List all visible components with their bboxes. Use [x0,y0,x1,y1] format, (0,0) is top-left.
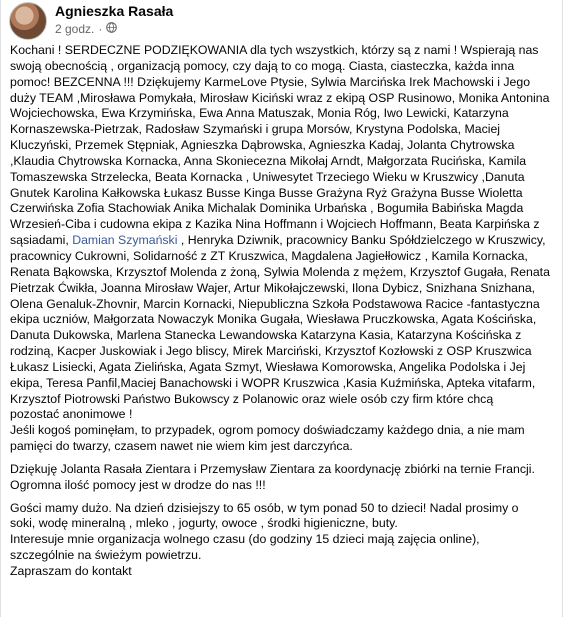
text-line: szczególnie na świeżym powietrzu. [10,548,202,563]
paragraph-gap [10,455,555,462]
post-body [10,43,555,580]
text-line: Jeśli kogoś pominęłam, to przypadek, ogrom pomocy doświadczamy każdego dnia, a nie mam [10,423,525,438]
text-line: Olena Genaluk-Zhovnir, Marcin Kornacki, Niepubliczna Szkoła Podstawowa Racice -fantastyczna [10,296,540,311]
text-fragment: sąsiadami, [10,233,73,248]
text-line: pozostać anonimowe ! [10,407,133,422]
text-line: Ogromna ilość pomocy jest w drodze do nas !!! [10,477,266,492]
text-line-with-mention [10,233,555,249]
mention-link[interactable]: Damian Szymański [72,233,178,248]
text-line: Wojciechowska, Ewa Krzymińska, Ewa Anna Matuszak, Monia Róg, Iwo Lewicki, Katarzyna [10,106,509,121]
text-line: soki, wodę mineralną , mleko , jogurty, owoce , środki higieniczne, buty. [10,516,398,531]
text-line: Renata Bąkowska, Krzysztof Molenda z żoną, Sylwia Molenda z mężem, Krzysztof Gugała, Renata [10,264,550,279]
text-line: Łukasz Lisiecki, Agata Zielińska, Agata Szmyt, Wiesława Komorowska, Angelika Podolska i Jej [10,359,526,374]
separator-dot: · [98,22,103,36]
post-subline [55,21,173,37]
text-line: Gości mamy dużo. Na dzień dzisiejszy to 65 osób, w tym ponad 50 to dzieci! Nadal prosimy o [10,500,519,515]
paragraph-gap [10,494,555,501]
text-line: ekipa uczniów, Małgorzata Nowaczyk Monika Gugała, Wiesława Pruczkowska, Agata Kościńska, [10,312,537,327]
post-time[interactable]: 2 godz. [55,22,95,36]
text-line: Kluczyński, Przemek Stępniak, Agnieszka Dąbrowska, Agnieszka Kadaj, Jolanta Chytrowska [10,138,515,153]
text-line: ekipa, Teresa Panfil,Maciej Banachowski i WOPR Kruszwica ,Kasia Kuźmińska, Apteka vitafarm, [10,375,536,390]
text-line: Gnutek Karolina Kałkowska Łukasz Busse Kinga Busse Grażyna Ryż Grażyna Busse Wioletta [10,185,523,200]
text-line: pracownicy Cukrowni, Solidarność z ZT Kruszwica, Magdalena Jagiełłowicz , Kamila Kornacka, [10,248,528,263]
paragraph-thanks [10,43,555,455]
text-fragment: , Henryka Dziwnik, pracownicy Banku Spółdzielczego w Kruszwicy, [177,233,546,248]
text-line: Dziękuję Jolanta Rasała Zientara i Przemysław Zientara za koordynację zbiórki na ternie Francji. [10,461,535,476]
text-line: Kochani ! SERDECZNE PODZIĘKOWANIA dla tych wszystkich, którzy są z nami ! Wspierają nas [10,43,539,57]
text-line: Interesuje mnie organizacja wolnego czasu (do godziny 15 dzieci mają zajęcia online), [10,532,480,547]
text-line: Wrzesień-Ciba i cudowna ekipa z Kazika Nina Hoffmann i Wojciech Hoffmann, Beata Karpińska z [10,217,540,232]
text-line: Pietrzak Ćwikła, Joanna Mirosław Wajer, Artur Mikołajczewski, Ilona Dybicz, Snizhana Snizhana, [10,280,536,295]
text-line: pamięci do twarzy, czasem nawet nie wiem kim jest darczyńca. [10,439,353,454]
text-line: Krzysztof Piotrowski Państwo Bukowscy z Polanowic oraz wiele osób czy firm które chcą [10,391,494,406]
post-header [9,2,173,40]
text-line: pomoc! BEZCENNA !!! Dziękujemy KarmeLove Ptysie, Sylwia Marcińska Irek Machowski i Jego [10,74,531,89]
text-line: Danuta Dukowska, Marlena Stanecka Lewandowska Katarzyna Kasia, Katarzyna Kościńska z [10,328,522,343]
paragraph-needs [10,501,555,580]
text-line: swoją obecnością , organizacją pomocy, czy dają to co mogą. Ciasta, ciasteczka, każda inna [10,58,515,73]
text-line: Czerwińska Zofia Stachowiak Anika Michalak Dominika Urbańska , Bogumiła Babińska Magda [10,201,524,216]
paragraph-france [10,462,555,494]
text-line: rodziną, Kacper Juskowiak i Jego bliscy, Mirek Marciński, Krzysztof Kozłowski z OSP Kruszwica [10,344,532,359]
avatar[interactable] [9,2,47,40]
text-line: Kornaszewska-Pietrzak, Radosław Szymański i grupa Morsów, Krystyna Podolska, Maciej [10,122,501,137]
post-meta [55,3,173,37]
text-line: Zapraszam do kontakt [10,564,132,578]
text-line: ,Klaudia Chytrowska Kornacka, Anna Skoniecezna Mikołaj Arndt, Małgorzata Rucińska, Kamila [10,153,527,168]
text-line: duży TEAM ,Mirosława Pomykała, Mirosław Kiciński wraz z ekipą OSP Rusinowo, Monika Antonina [10,90,550,105]
globe-icon [106,21,117,37]
text-line: Tomaszewska Strzelecka, Beata Kornacka , Uniwesytet Trzeciego Wieku w Kruszwicy ,Danuta [10,169,525,184]
author-name[interactable]: Agnieszka Rasała [55,3,174,19]
